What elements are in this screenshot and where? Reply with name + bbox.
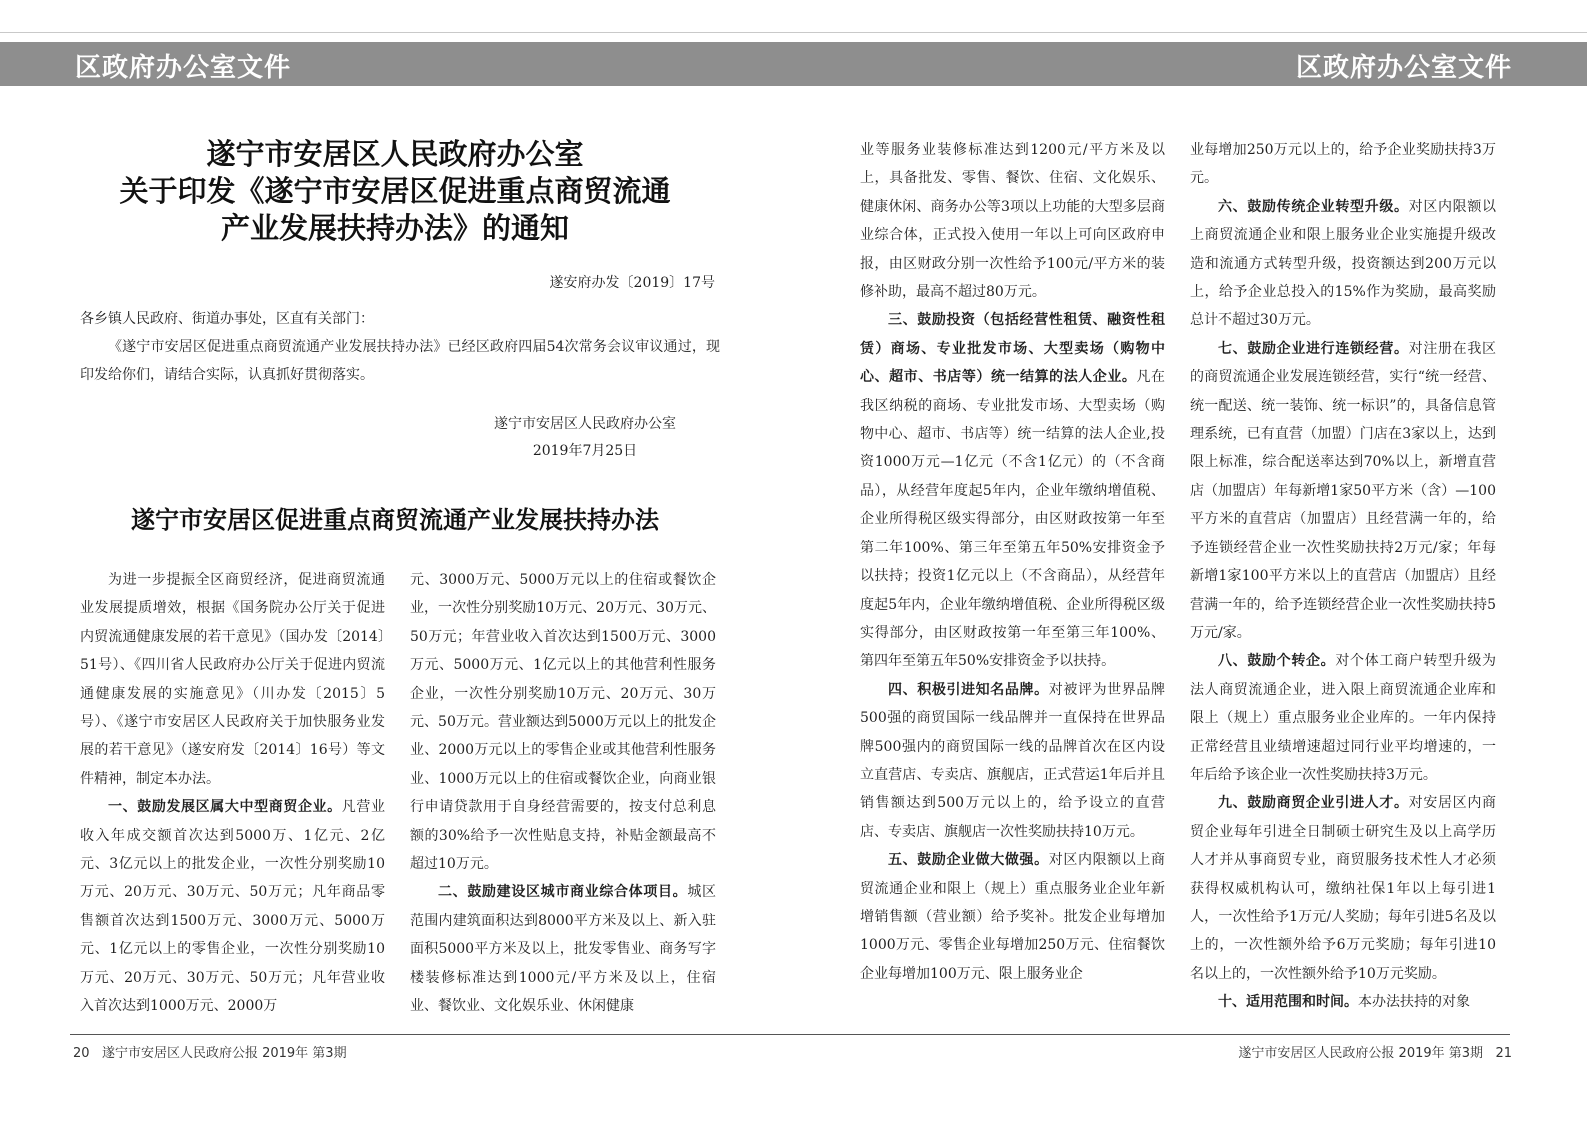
section-text: 本办法扶持的对象 <box>1358 994 1470 1011</box>
paragraph <box>860 306 1165 675</box>
paragraph: 业等服务业装修标准达到1200元/平方米及以上，具备批发、零售、餐饮、住宿、文化娱乐、健康休闲、商务办公等3项以上功能的大型多层商业综合体，正式投入使用一年以上可向区政府申报，由区财政分别一次性给予100元/平方米的装修补助，最高不超过80万元。 <box>860 142 1165 301</box>
section-heading: 七、鼓励企业进行连锁经营。 <box>1218 340 1409 357</box>
section-text: 对安居区内商贸企业每年引进全日制硕士研究生及以上高学历人才并从事商贸专业，商贸服务技术性人才必须获得权威机构认可，缴纳社保1年以上每引进1人，一次性给予1万元/人奖励；每年引进5名及以上的，一次性额外给予6万元奖励；每年引进10名以上的，一次性额外给予10万元奖励。 <box>1190 795 1497 982</box>
header-title-right: 区政府办公室文件 <box>1295 53 1512 83</box>
paragraph: 为进一步提振全区商贸经济，促进商贸流通业发展提质增效，根据《国务院办公厅关于促进内贸流通健康发展的若干意见》（国办发〔2014〕51号）、《四川省人民政府办公厅关于促进内贸流通健康发展的实施意见》（川办发〔2015〕5号）、《遂宁市安居区人民政府关于加快服务业发展的若干意见》（遂安府发〔2014〕16号）等文件精神，制定本办法。 <box>80 572 385 787</box>
paragraph <box>1190 789 1496 988</box>
section-text: 城区范围内建筑面积达到8000平方米及以上、新入驻面积5000平方米及以上，批发零售业、商务写字楼装修标准达到1000元/平方米及以上，住宿业、餐饮业、文化娱乐业、休闲健康 <box>410 884 717 1015</box>
footer-left <box>73 1042 347 1061</box>
column-2 <box>410 566 717 1015</box>
paragraph <box>1190 335 1496 647</box>
notice-body <box>80 305 720 389</box>
section-text: 对个体工商户转型升级为法人商贸流通企业，进入限上商贸流通企业库和限上（规上）重点服务业企业库的。一年内保持正常经营且业绩增速超过同行业平均增速的，一年后给予该企业一次性奖励扶持3万元。 <box>1190 653 1497 783</box>
section-text: 对区内限额以上商贸流通企业和限上服务业企业实施提升级改造和流通方式转型升级，投资额达到200万元以上，给予企业总投入的15%作为奖励，最高奖励总计不超过30万元。 <box>1190 198 1497 329</box>
section-heading: 九、鼓励商贸企业引进人才。 <box>1218 795 1409 812</box>
footer-publication-right: 遂宁市安居区人民政府公报 2019年 第3期 <box>1238 1046 1484 1061</box>
column-1 <box>80 566 386 1015</box>
section-text: 凡在我区纳税的商场、专业批发市场、大型卖场（购物中心、超市、书店等）统一结算的法人企业,投资1000万元—1亿元（不含1亿元）的（不含商品），从经营年度起5年内，企业年缴纳增值税、企业所得税区级实得部分，由区财政按第一年至第二年100%、第三年至第五年50%安排资金予以扶持；投资1亿元以上（不含商品），从经营年度起5年内，企业年缴纳增值税、企业所得税区级实得部分，由区财政按第一年至第三年100%、第四年至第五年50%安排资金予以扶持。 <box>860 369 1166 670</box>
paragraph: 业每增加250万元以上的，给予企业奖励扶持3万元。 <box>1190 142 1496 187</box>
column-4 <box>1190 136 1496 1020</box>
paragraph <box>860 846 1165 988</box>
header-band <box>0 42 1587 86</box>
notice-title-line1: 遂宁市安居区人民政府办公室 <box>206 137 584 171</box>
paragraph <box>410 878 716 1020</box>
paragraph <box>860 676 1165 846</box>
section-heading: 四、积极引进知名品牌。 <box>888 681 1049 698</box>
column-3 <box>860 136 1165 1020</box>
addressee: 各乡镇人民政府、街道办事处，区直有关部门： <box>80 311 374 327</box>
section-text: 对区内限额以上商贸流通企业和限上（规上）重点服务业企业年新增销售额（营业额）给予奖补。批发企业每增加1000万元、零售企业每增加250万元、住宿餐饮企业每增加100万元、限上服务业企 <box>860 852 1166 982</box>
signature: 遂宁市安居区人民政府办公室 <box>494 416 676 432</box>
section-heading: 二、鼓励建设区城市商业综合体项目。 <box>438 884 688 901</box>
notice-title-line3: 产业发展扶持办法》的通知 <box>220 211 569 245</box>
paragraph <box>80 793 385 1020</box>
section-text: 对注册在我区的商贸流通企业发展连锁经营，实行“统一经营、统一配送、统一装饰、统一标识”的，具备信息管理系统，已有直营（加盟）门店在3家以上，达到限上标准，综合配送率达到70%以上，新增直营店（加盟店）年每新增1家50平方米（含）—100平方米的直营店（加盟店）且经营满一年的，给予连锁经营企业一次性奖励扶持2万元/家；年每新增1家100平方米以上的直营店（加盟店）且经营满一年的，给予连锁经营企业一次性奖励扶持5万元/家。 <box>1190 340 1497 641</box>
header-title-left: 区政府办公室文件 <box>75 53 292 83</box>
signature-date: 2019年7月25日 <box>532 443 638 459</box>
section-heading: 六、鼓励传统企业转型升级。 <box>1218 198 1409 215</box>
page-number-left: 20 <box>73 1046 90 1061</box>
notice-text: 《遂宁市安居区促进重点商贸流通产业发展扶持办法》已经区政府四届54次常务会议审议通过，现印发给你们，请结合实际，认真抓好贯彻落实。 <box>80 339 720 383</box>
section-text: 凡营业收入年成交额首次达到5000万、1亿元、2亿元、3亿元以上的批发企业，一次性分别奖励10万元、20万元、30万元、50万元；凡年商品零售额首次达到1500万元、3000万元、5000万元、1亿元以上的零售企业，一次性分别奖励10万元、20万元、30万元、50万元；凡年营业收入首次达到1000万元、2000万 <box>80 799 386 1015</box>
page-number-right: 21 <box>1495 1046 1512 1061</box>
footer-rule <box>70 1034 1510 1035</box>
section-text: 对被评为世界品牌500强的商贸国际一线品牌并一直保持在世界品牌500强内的商贸国际一线的品牌首次在区内设立直营店、专卖店、旗舰店，正式营运1年后并且销售额达到500万元以上的，给予设立的直营店、专卖店、旗舰店一次性奖励扶持10万元。 <box>860 681 1166 840</box>
notice-title-line2: 关于印发《遂宁市安居区促进重点商贸流通 <box>119 174 671 208</box>
paragraph <box>1190 988 1496 1016</box>
section-heading: 十、适用范围和时间。 <box>1218 994 1358 1011</box>
footer-publication-left: 遂宁市安居区人民政府公报 2019年 第3期 <box>101 1046 347 1061</box>
measures-title: 遂宁市安居区促进重点商贸流通产业发展扶持办法 <box>131 506 659 534</box>
section-heading: 八、鼓励个转企。 <box>1218 653 1336 670</box>
footer-right <box>1238 1042 1512 1061</box>
doc-number: 遂安府办发〔2019〕17号 <box>549 275 715 291</box>
paragraph <box>1190 647 1496 789</box>
section-heading: 一、鼓励发展区属大中型商贸企业。 <box>108 799 342 816</box>
section-heading: 三、鼓励投资（包括经营性租赁、融资性租赁）商场、专业批发市场、大型卖场（购物中心、超市、书店等）统一结算的法人企业。 <box>860 312 1165 386</box>
paragraph: 元、3000万元、5000万元以上的住宿或餐饮企业，一次性分别奖励10万元、20万元、30万元、50万元；年营业收入首次达到1500万元、3000万元、5000万元、1亿元以上的其他营利性服务企业，一次性分别奖励10万元、20万元、30万元、50万元。营业额达到5000万元以上的批发企业、2000万元以上的零售企业或其他营利性服务业、1000万元以上的住宿或餐饮企业，向商业银行申请贷款用于自身经营需要的，按支付总利息额的30%给予一次性贴息支持，补贴金额最高不超过10万元。 <box>410 572 716 873</box>
top-rule <box>0 32 1587 33</box>
section-heading: 五、鼓励企业做大做强。 <box>888 852 1049 869</box>
paragraph <box>1190 193 1496 335</box>
